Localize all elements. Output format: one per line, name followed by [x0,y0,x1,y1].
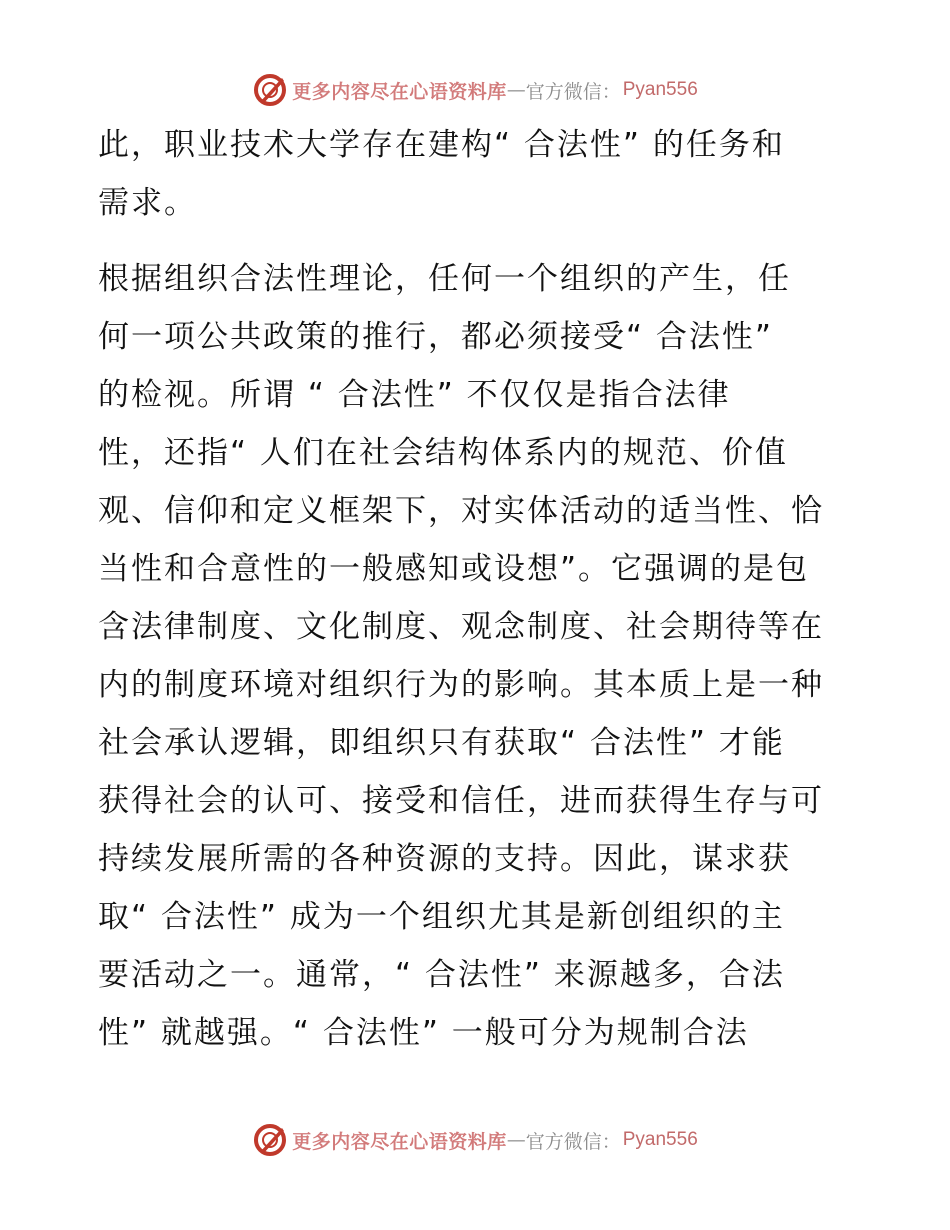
text-line: 社会承认逻辑，即组织只有获取“ 合法性” 才能 [98,725,785,761]
text-line: 当性和合意性的一般感知或设想”。它强调的是包 [98,551,810,587]
banner-ad-text: 更多内容尽在心语资料库 [292,80,507,103]
header-banner [0,70,950,110]
text-line: 取“ 合法性” 成为一个组织尤其是新创组织的主 [98,899,785,935]
text-line: 性，还指“ 人们在社会结构体系内的规范、价值 [98,435,788,471]
banner-wechat-label: 官方微信： [525,1130,621,1153]
text-line: 需求。 [98,185,197,221]
text-line: 何一项公共政策的推行，都必须接受“ 合法性” [98,319,773,355]
banner-wechat-label: 官方微信： [525,80,621,103]
text-line: 持续发展所需的各种资源的支持。因此，谋求获 [98,841,791,877]
paragraph-1 [98,116,858,232]
banner-separator: — [506,79,526,101]
text-line: 的检视。所谓 “ 合法性” 不仅仅是指合法律 [98,377,731,413]
text-line: 含法律制度、文化制度、观念制度、社会期待等在 [98,609,824,645]
footer-banner [0,1120,950,1160]
banner-separator: — [506,1129,526,1151]
banner-ad-text: 更多内容尽在心语资料库 [292,1130,507,1153]
text-line: 此，职业技术大学存在建构“ 合法性” 的任务和 [98,127,785,163]
banner-wechat-id: Pyan556 [622,79,698,100]
text-line: 根据组织合法性理论，任何一个组织的产生，任 [98,261,791,297]
text-line: 获得社会的认可、接受和信任，进而获得生存与可 [98,783,824,819]
text-line: 观、信仰和定义框架下，对实体活动的适当性、恰 [98,493,824,529]
paragraph-2 [98,250,858,1062]
text-line: 内的制度环境对组织行为的影响。其本质上是一种 [98,667,824,703]
brand-logo-icon [252,1122,288,1158]
text-line: 性” 就越强。“ 合法性” 一般可分为规制合法 [98,1015,749,1051]
banner-wechat-id: Pyan556 [622,1129,698,1150]
text-line: 要活动之一。通常，“ 合法性” 来源越多，合法 [98,957,785,993]
brand-logo-icon [252,72,288,108]
